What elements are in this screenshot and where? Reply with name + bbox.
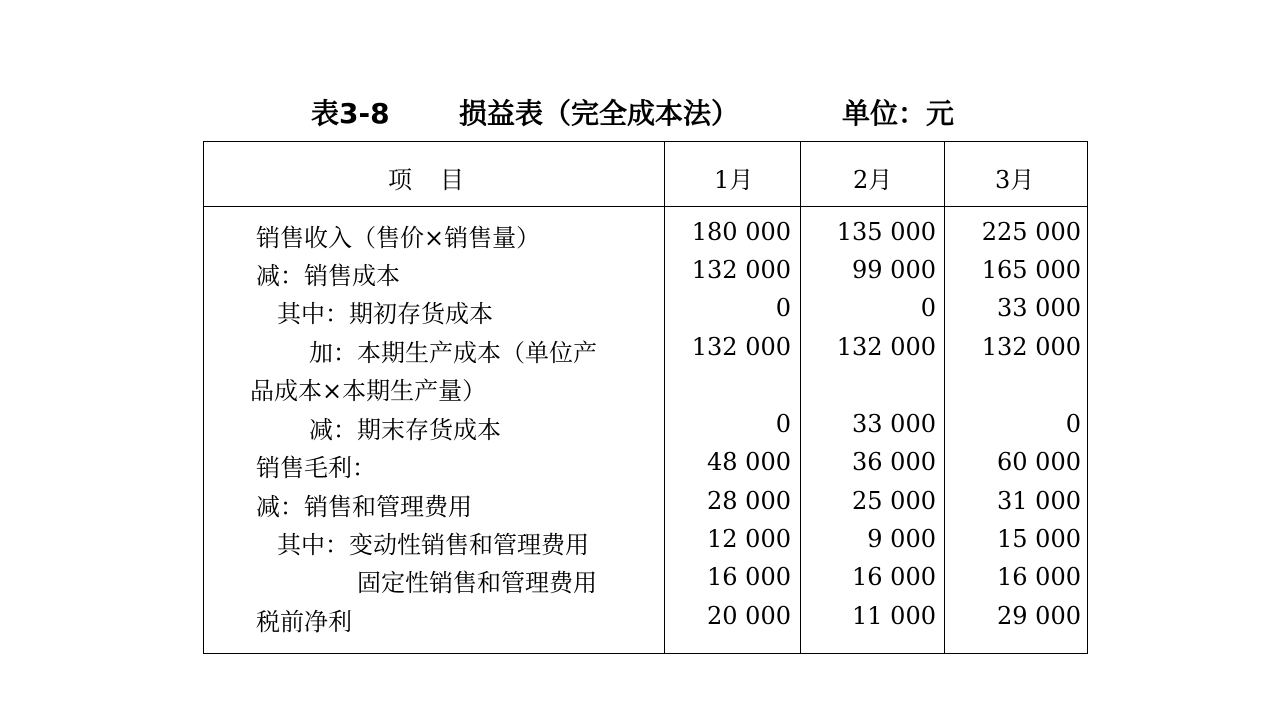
table-number: 表3-8 <box>311 97 390 130</box>
row-label: 减：期末存货成本 <box>309 416 501 444</box>
table-row <box>204 481 1089 519</box>
value-month-2: 135 000 <box>836 218 936 246</box>
header-divider <box>204 206 1087 207</box>
value-month-1: 28 000 <box>707 487 791 515</box>
table-row <box>204 288 1089 326</box>
table-name: 损益表（完全成本法） <box>459 97 740 130</box>
value-month-1: 132 000 <box>691 256 791 284</box>
value-month-2: 99 000 <box>852 256 936 284</box>
value-month-1: 48 000 <box>707 448 791 476</box>
value-month-3: 29 000 <box>997 602 1081 630</box>
table-row <box>204 212 1089 250</box>
table-unit: 单位：元 <box>842 97 955 130</box>
value-month-3: 15 000 <box>997 525 1081 553</box>
value-month-3: 225 000 <box>981 218 1081 246</box>
header-month-2: 2月 <box>853 166 893 194</box>
value-month-1: 16 000 <box>707 563 791 591</box>
row-label: 税前净利 <box>256 608 352 636</box>
value-month-3: 16 000 <box>997 563 1081 591</box>
value-month-3: 0 <box>1065 410 1081 438</box>
header-month-3: 3月 <box>995 166 1035 194</box>
value-month-2: 9 000 <box>867 525 936 553</box>
table-row <box>204 519 1089 557</box>
row-label: 销售毛利： <box>256 454 376 482</box>
row-label: 加：本期生产成本（单位产 <box>309 339 597 367</box>
value-month-1: 180 000 <box>691 218 791 246</box>
value-month-1: 0 <box>775 410 791 438</box>
value-month-2: 33 000 <box>852 410 936 438</box>
row-label: 销售收入（售价×销售量） <box>256 224 541 252</box>
row-label: 其中：变动性销售和管理费用 <box>277 531 589 559</box>
value-month-2: 25 000 <box>852 487 936 515</box>
value-month-2: 11 000 <box>852 602 936 630</box>
value-month-2: 36 000 <box>852 448 936 476</box>
value-month-2: 0 <box>920 294 936 322</box>
value-month-3: 60 000 <box>997 448 1081 476</box>
table-row <box>204 596 1089 634</box>
value-month-3: 31 000 <box>997 487 1081 515</box>
row-label: 其中：期初存货成本 <box>277 300 493 328</box>
row-label-continued: 品成本×本期生产量） <box>250 377 487 405</box>
header-item: 项 目 <box>388 166 466 194</box>
table-row <box>204 557 1089 595</box>
value-month-1: 12 000 <box>707 525 791 553</box>
header-month-1: 1月 <box>714 166 754 194</box>
value-month-2: 132 000 <box>836 333 936 361</box>
row-label: 减：销售和管理费用 <box>256 493 472 521</box>
value-month-2: 16 000 <box>852 563 936 591</box>
table-row <box>204 404 1089 442</box>
value-month-3: 33 000 <box>997 294 1081 322</box>
value-month-1: 20 000 <box>707 602 791 630</box>
table-row <box>204 250 1089 288</box>
income-statement-table <box>203 141 1088 654</box>
value-month-1: 132 000 <box>691 333 791 361</box>
value-month-3: 132 000 <box>981 333 1081 361</box>
value-month-3: 165 000 <box>981 256 1081 284</box>
table-title <box>0 86 1280 132</box>
row-label: 固定性销售和管理费用 <box>357 569 597 597</box>
value-month-1: 0 <box>775 294 791 322</box>
row-label: 减：销售成本 <box>256 262 400 290</box>
table-row <box>204 442 1089 480</box>
table-row <box>204 327 1089 403</box>
